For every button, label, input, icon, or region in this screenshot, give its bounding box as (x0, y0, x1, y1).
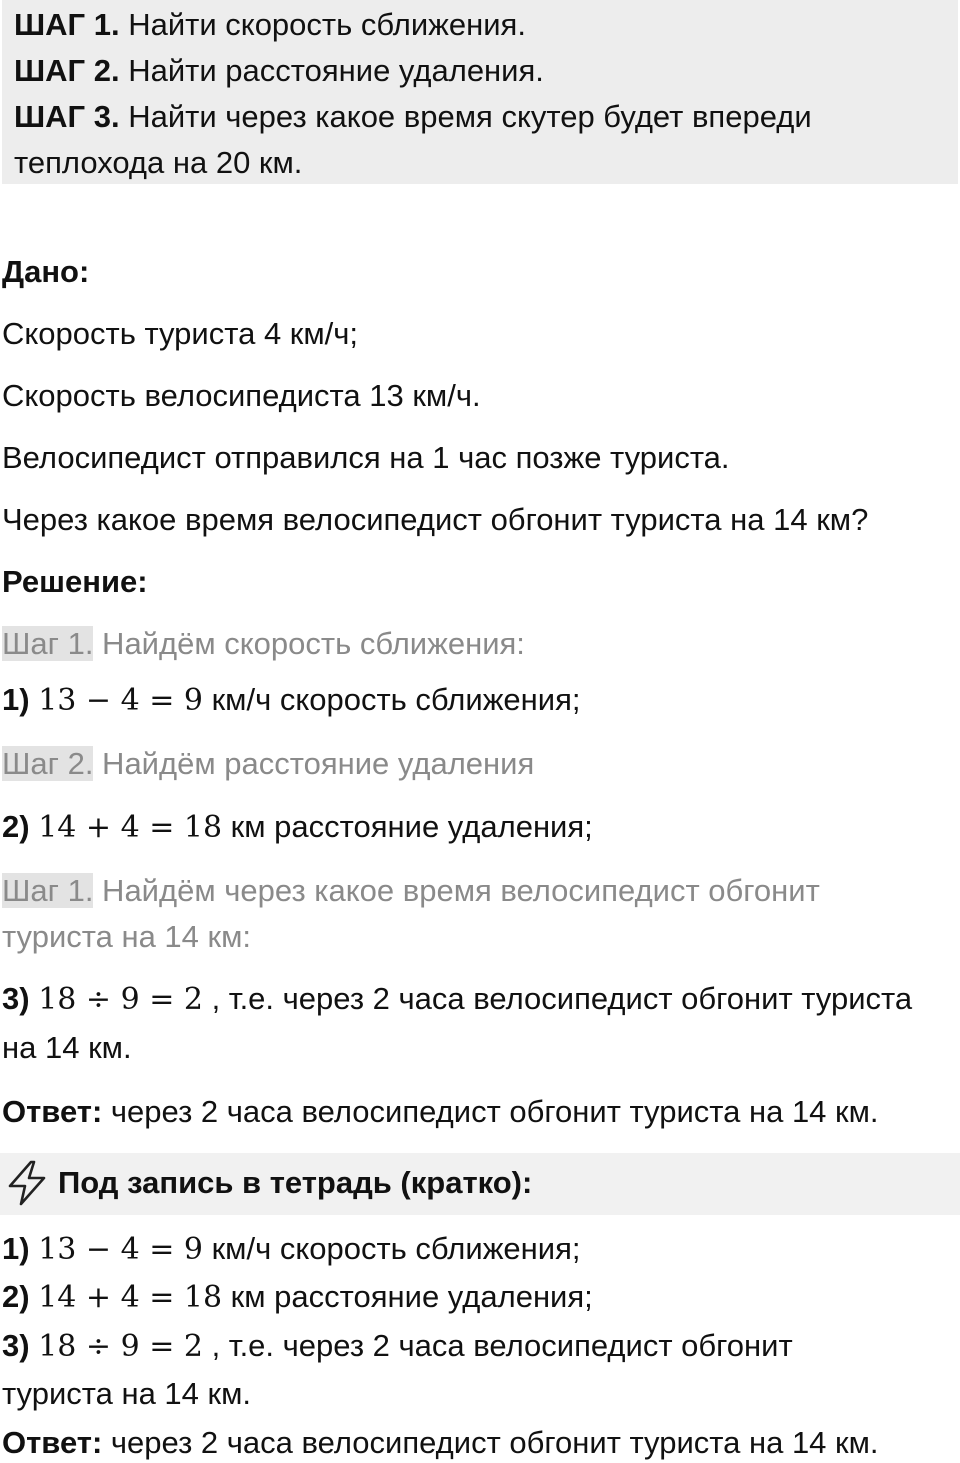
plan-step-2: ШАГ 2. Найти расстояние удаления. (14, 53, 544, 88)
notebook-eq-3-cont: туриста на 14 км. (2, 1376, 252, 1411)
plan-step-3: ШАГ 3. Найти через какое время скутер будет впереди (14, 99, 812, 134)
given-line-3: Велосипедист отправился на 1 час позже туриста. (2, 440, 730, 475)
formula: 13 − 4 = 9 (38, 1232, 203, 1267)
step-tag: Шаг 2. (2, 746, 94, 781)
solution-eq-1: 1) 13 − 4 = 9 км/ч скорость сближения; (2, 682, 581, 718)
solution-eq-3: 3) 18 ÷ 9 = 2 , т.е. через 2 часа велосипедист обгонит туриста (2, 981, 913, 1017)
notebook-eq-3: 3) 18 ÷ 9 = 2 , т.е. через 2 часа велосипедист обгонит (2, 1328, 793, 1364)
given-line-2: Скорость велосипедиста 13 км/ч. (2, 378, 481, 413)
formula: 14 + 4 = 18 (38, 810, 223, 845)
step-tag: Шаг 1. (2, 873, 94, 908)
given-heading: Дано: (2, 254, 90, 289)
given-line-1: Скорость туриста 4 км/ч; (2, 316, 359, 351)
plan-box (2, 0, 958, 184)
notebook-heading: Под запись в тетрадь (кратко): (58, 1165, 533, 1200)
solution-answer: Ответ: через 2 часа велосипедист обгонит туриста на 14 км. (2, 1094, 879, 1129)
notebook-header (0, 1153, 960, 1215)
formula: 14 + 4 = 18 (38, 1280, 223, 1315)
lightning-icon (6, 1160, 48, 1206)
formula: 18 ÷ 9 = 2 (38, 1329, 203, 1364)
notebook-eq-1: 1) 13 − 4 = 9 км/ч скорость сближения; (2, 1231, 581, 1267)
plan-step-1: ШАГ 1. Найти скорость сближения. (14, 7, 526, 42)
solution-eq-2: 2) 14 + 4 = 18 км расстояние удаления; (2, 809, 593, 845)
solution-eq-3-cont: на 14 км. (2, 1030, 132, 1065)
notebook-eq-2: 2) 14 + 4 = 18 км расстояние удаления; (2, 1279, 593, 1315)
notebook-answer: Ответ: через 2 часа велосипедист обгонит туриста на 14 км. (2, 1425, 879, 1460)
formula: 18 ÷ 9 = 2 (38, 982, 203, 1017)
solution-step-3-cont: туриста на 14 км: (2, 919, 252, 954)
plan-step-3-cont: теплохода на 20 км. (14, 145, 303, 180)
formula: 13 − 4 = 9 (38, 683, 203, 718)
solution-step-1: Шаг 1. Найдём скорость сближения: (2, 626, 525, 661)
step-tag: Шаг 1. (2, 626, 94, 661)
given-line-4: Через какое время велосипедист обгонит туриста на 14 км? (2, 502, 869, 537)
solution-heading: Решение: (2, 564, 148, 599)
solution-step-2: Шаг 2. Найдём расстояние удаления (2, 746, 535, 781)
solution-step-3: Шаг 1. Найдём через какое время велосипедист обгонит (2, 873, 820, 908)
